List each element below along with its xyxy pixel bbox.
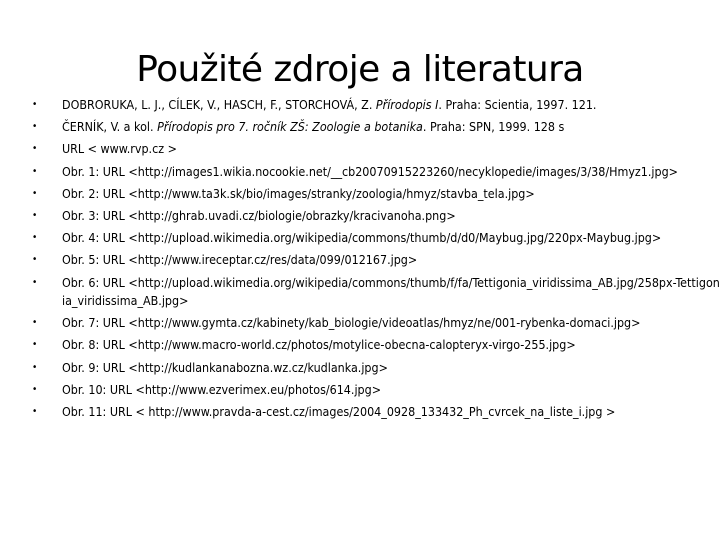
reference-item xyxy=(30,274,720,311)
reference-segment: Obr. 7: URL <http://www.gymta.cz/kabinety/kab_biologie/videoatlas/hmyz/ne/001-rybenka-domaci.jpg> xyxy=(62,315,641,331)
bullet-icon: • xyxy=(32,232,38,244)
bullet-icon: • xyxy=(32,187,38,199)
reference-segment: . Praha: SPN, 1999. 128 s xyxy=(422,119,565,135)
reference-segment: Obr. 10: URL <http://www.ezverimex.eu/photos/614.jpg> xyxy=(62,381,382,397)
reference-item xyxy=(30,403,720,422)
reference-text xyxy=(62,96,720,115)
reference-text xyxy=(62,251,720,270)
reference-text xyxy=(62,140,720,159)
bullet-icon: • xyxy=(32,276,38,288)
reference-segment: URL < www.rvp.cz > xyxy=(62,141,177,157)
reference-text xyxy=(62,359,720,378)
reference-segment: Obr. 4: URL <http://upload.wikimedia.org/wikipedia/commons/thumb/d/d0/Maybug.jpg/220px-Maybug.jpg> xyxy=(62,230,662,246)
reference-text xyxy=(62,118,720,137)
reference-segment: Obr. 6: URL <http://upload.wikimedia.org/wikipedia/commons/thumb/f/fa/Tettigonia_viridissima_AB.jpg/258px-Tettigonia_viridissima_AB.jpg> xyxy=(62,274,720,309)
reference-text xyxy=(62,163,720,182)
reference-title: Přírodopis I xyxy=(375,97,439,112)
reference-item xyxy=(30,251,720,270)
reference-text xyxy=(62,185,720,204)
reference-text xyxy=(62,336,720,355)
bullet-icon: • xyxy=(32,361,38,373)
bullet-icon: • xyxy=(32,254,38,266)
reference-segment: . Praha: Scientia, 1997. 121. xyxy=(438,97,597,112)
reference-item xyxy=(30,185,720,204)
reference-segment: Obr. 11: URL < http://www.pravda-a-cest.cz/images/2004_0928_133432_Ph_cvrcek_na_liste_i.jpg > xyxy=(62,404,616,420)
bullet-icon: • xyxy=(32,339,38,351)
reference-text xyxy=(62,229,720,248)
reference-item xyxy=(30,229,720,248)
bullet-icon: • xyxy=(32,143,38,155)
reference-list xyxy=(30,96,720,425)
reference-segment: Obr. 2: URL <http://www.ta3k.sk/bio/images/stranky/zoologia/hmyz/stavba_tela.jpg> xyxy=(62,185,535,201)
reference-segment: Obr. 1: URL <http://images1.wikia.nocookie.net/__cb20070915223260/necyklopedie/images/3/38/Hmyz1.jpg> xyxy=(62,163,678,179)
bullet-icon: • xyxy=(32,209,38,221)
reference-text xyxy=(62,207,720,226)
reference-text xyxy=(62,403,720,422)
reference-text xyxy=(62,314,720,333)
reference-segment: DOBRORUKA, L. J., CÍLEK, V., HASCH, F., STORCHOVÁ, Z. xyxy=(62,97,376,112)
reference-text xyxy=(62,381,720,400)
bullet-icon: • xyxy=(32,406,38,418)
reference-item xyxy=(30,140,720,159)
reference-item xyxy=(30,359,720,378)
reference-item xyxy=(30,314,720,333)
reference-item xyxy=(30,118,720,137)
reference-segment: Obr. 8: URL <http://www.macro-world.cz/photos/motylice-obecna-calopteryx-virgo-255.jpg> xyxy=(62,337,576,353)
reference-item xyxy=(30,207,720,226)
bullet-icon: • xyxy=(32,121,38,133)
reference-item xyxy=(30,381,720,400)
bullet-icon: • xyxy=(32,383,38,395)
reference-item xyxy=(30,336,720,355)
slide-title: Použité zdroje a literatura xyxy=(136,49,584,91)
reference-item xyxy=(30,96,720,115)
reference-segment: ČERNÍK, V. a kol. xyxy=(62,119,158,135)
reference-item xyxy=(30,163,720,182)
reference-segment: Obr. 9: URL <http://kudlankanabozna.wz.cz/kudlanka.jpg> xyxy=(62,359,388,375)
reference-text xyxy=(62,274,720,311)
reference-title: Přírodopis pro 7. ročník ZŠ: Zoologie a botanika xyxy=(157,119,423,135)
bullet-icon: • xyxy=(32,99,38,110)
reference-segment: Obr. 3: URL <http://ghrab.uvadi.cz/biologie/obrazky/kracivanoha.png> xyxy=(62,207,456,223)
bullet-icon: • xyxy=(32,165,38,177)
reference-segment: Obr. 5: URL <http://www.ireceptar.cz/res/data/099/012167.jpg> xyxy=(62,252,418,268)
bullet-icon: • xyxy=(32,317,38,329)
